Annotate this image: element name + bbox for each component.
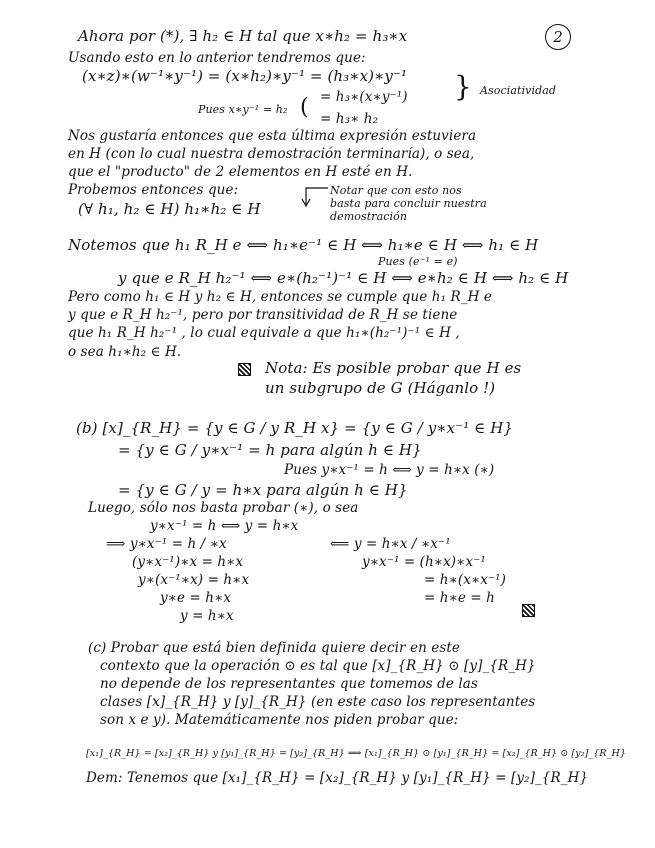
text-line: o sea h₁∗h₂ ∈ H. [68,344,182,360]
note-arrow [300,186,330,208]
note-line: Nota: Es posible probar que H es [265,359,522,377]
text-line: Notemos que h₁ R_H e ⟺ h₁∗e⁻¹ ∈ H ⟺ h₁∗e ∈ H ⟺ h₁ ∈ H [68,236,539,254]
text-line: no depende de los representantes que tomemos de las [100,676,478,692]
text-line: Pues y∗x⁻¹ = h ⟺ y = h∗x (∗) [284,462,495,478]
text-line: Pero como h₁ ∈ H y h₂ ∈ H, entonces se cumple que h₁ R_H e [68,289,492,305]
text-line: [x₁]_{R_H} = [x₂]_{R_H} y [y₁]_{R_H} = [y₂]_{R_H} ⟹ [x₁]_{R_H} ⊙ [y₁]_{R_H} = [x₂]_{R_H} ⊙ [y₂]_{R_H} [86,748,627,759]
text-line: = {y ∈ G / y = h∗x para algún h ∈ H} [118,481,408,499]
text-line: clases [x]_{R_H} y [y]_{R_H} (en este caso los representantes [100,694,536,710]
annotation-asociatividad: Asociatividad [480,84,557,97]
note-line: demostración [330,210,408,223]
proof-right-line: = h∗e = h [424,590,495,606]
text-line: son x e y). Matemáticamente nos piden probar que: [100,712,459,728]
text-line: (∀ h₁, h₂ ∈ H) h₁∗h₂ ∈ H [78,200,261,218]
proof-left-line: y∗(x⁻¹∗x) = h∗x [138,572,250,588]
proof-right-line: = h∗(x∗x⁻¹) [424,572,507,588]
text-line: y que e R_H h₂⁻¹, pero por transitividad de R_H se tiene [68,307,458,323]
annotation-pues: Pues x∗y⁻¹ = h₂ [198,103,288,116]
brace: ( [300,95,309,120]
text-line: Usando esto en lo anterior tendremos que: [68,50,366,66]
text-line: que el "producto" de 2 elementos en H esté en H. [68,164,413,180]
note-line: basta para concluir nuestra [330,197,487,210]
proof-right-line: y∗x⁻¹ = (h∗x)∗x⁻¹ [362,554,486,570]
proof-left-line: ⟹ y∗x⁻¹ = h / ∗x [106,536,227,552]
text-line: (c) Probar que está bien definida quiere decir en este [88,640,460,656]
text-line: = h₃∗(x∗y⁻¹) [320,89,408,105]
text-line: = h₃∗ h₂ [320,111,379,127]
proof-left-line: y∗e = h∗x [160,590,232,606]
brace: } [454,70,472,103]
text-line: Ahora por (*), ∃ h₂ ∈ H tal que x∗h₂ = h₃∗x [78,27,408,45]
text-line: y∗x⁻¹ = h ⟺ y = h∗x [150,518,299,534]
proof-left-line: y = h∗x [180,608,234,624]
proof-left-line: (y∗x⁻¹)∗x = h∗x [132,554,244,570]
text-line: Dem: Tenemos que [x₁]_{R_H} = [x₂]_{R_H} y [y₁]_{R_H} = [y₂]_{R_H} [86,770,589,786]
text-line: (x∗z)∗(w⁻¹∗y⁻¹) = (x∗h₂)∗y⁻¹ = (h₃∗x)∗y⁻¹ [82,67,408,85]
text-line: Probemos entonces que: [68,182,239,198]
page-number: 2 [545,24,571,50]
text-line: = {y ∈ G / y∗x⁻¹ = h para algún h ∈ H} [118,441,422,459]
note-line: un subgrupo de G (Háganlo !) [265,379,496,397]
text-line: Luego, sólo nos basta probar (∗), o sea [88,500,359,516]
note-line: Notar que con esto nos [330,184,462,197]
qed-square [522,604,535,617]
text-line: y que e R_H h₂⁻¹ ⟺ e∗(h₂⁻¹)⁻¹ ∈ H ⟺ e∗h₂ ∈ H ⟺ h₂ ∈ H [118,269,569,287]
text-line: contexto que la operación ⊙ es tal que [x]_{R_H} ⊙ [y]_{R_H} [100,658,536,674]
annotation-pues: Pues (e⁻¹ = e) [378,255,458,268]
text-line: (b) [x]_{R_H} = {y ∈ G / y R_H x} = {y ∈ G / y∗x⁻¹ ∈ H} [76,419,514,437]
text-line: en H (con lo cual nuestra demostración terminaría), o sea, [68,146,475,162]
proof-right-line: ⟸ y = h∗x / ∗x⁻¹ [330,536,451,552]
text-line: Nos gustaría entonces que esta última expresión estuviera [68,128,477,144]
text-line: que h₁ R_H h₂⁻¹ , lo cual equivale a que h₁∗(h₂⁻¹)⁻¹ ∈ H , [68,325,460,341]
qed-square [238,363,251,376]
